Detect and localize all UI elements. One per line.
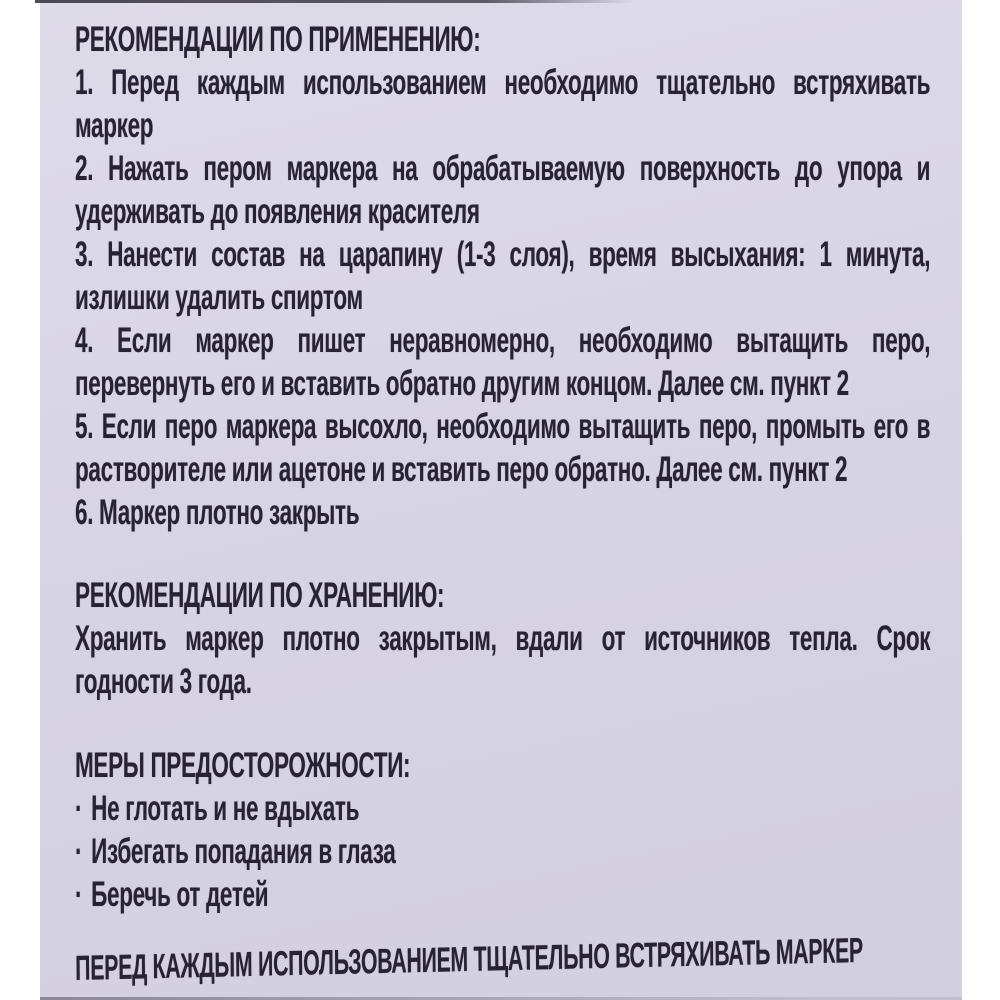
precaution-text: Беречь от детей [91, 875, 269, 914]
cropped-text-remnant [35, 0, 635, 3]
storage-line-1: Хранить маркер плотно закрытым, вдали от источников тепла. Срок [75, 619, 931, 658]
precaution-text: Не глотать и не вдыхать [91, 789, 360, 828]
usage-line-8: перевернуть его и вставить обратно другим концом. Далее см. пункт 2 [75, 364, 849, 403]
label-text [75, 18, 930, 990]
usage-line-6: излишки удалить спиртом [75, 278, 363, 317]
storage-line-2: годности 3 года. [75, 662, 252, 701]
storage-heading: РЕКОМЕНДАЦИИ ПО ХРАНЕНИЮ: [75, 576, 445, 615]
precautions-heading: МЕРЫ ПРЕДОСТОРОЖНОСТИ: [75, 746, 411, 785]
precaution-item-2 [75, 830, 930, 873]
usage-line-2: маркер [75, 106, 154, 145]
usage-line-11: 6. Маркер плотно закрыть [75, 493, 360, 532]
precaution-text: Избегать попадания в глаза [91, 832, 396, 871]
bullet-dot: · [75, 875, 83, 914]
precaution-item-1 [75, 787, 930, 830]
bullet-dot: · [75, 832, 83, 871]
footer-warning: ПЕРЕД КАЖДЫМ ИСПОЛЬЗОВАНИЕМ ТЩАТЕЛЬНО ВСТРЯХИВАТЬ МАРКЕР [75, 930, 864, 988]
usage-heading: РЕКОМЕНДАЦИИ ПО ПРИМЕНЕНИЮ: [75, 20, 481, 59]
precaution-item-3 [75, 873, 930, 916]
usage-line-3: 2. Нажать пером маркера на обрабатываемую поверхность до упора и [75, 149, 931, 188]
bullet-dot: · [75, 789, 83, 828]
usage-line-7: 4. Если маркер пишет неравномерно, необходимо вытащить перо, [75, 321, 931, 360]
usage-line-9: 5. Если перо маркера высохло, необходимо вытащить перо, промыть его в [75, 407, 931, 446]
usage-line-10: растворителе или ацетоне и вставить перо обратно. Далее см. пункт 2 [75, 450, 848, 489]
usage-line-4: удерживать до появления красителя [75, 192, 480, 231]
usage-line-1: 1. Перед каждым использованием необходимо тщательно встряхивать [75, 63, 931, 102]
usage-line-5: 3. Нанести состав на царапину (1-3 слоя), время высыхания: 1 минута, [75, 235, 931, 274]
label-background [40, 0, 962, 1000]
